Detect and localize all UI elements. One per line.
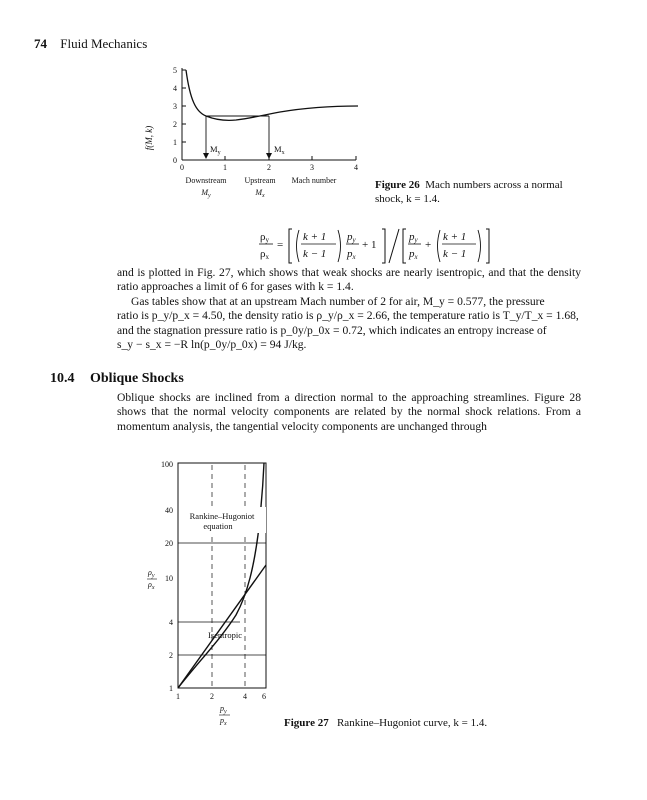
fig27-y-ticks	[161, 460, 173, 693]
paragraph-oblique-shocks: Oblique shocks are inclined from a direction normal to the approaching streamlines. Figure 28 shows that the normal velocity components are related by the normal shock relations. From a momentum analysis, the tangential velocity components are unchanged through	[117, 391, 581, 433]
eq-k-plus-1-a: k + 1	[303, 231, 327, 243]
fig27-isentropic-label: Isentropic	[208, 630, 242, 640]
eq-p-y-b: py	[409, 231, 418, 244]
fig26-xtick-3: 3	[310, 163, 314, 172]
eq-equals: =	[277, 239, 284, 251]
section-number: 10.4	[50, 371, 75, 386]
fig27-isentropic-line	[178, 565, 266, 688]
fig27-xlabel-den: $p_x$	[220, 716, 227, 727]
fig26-ytick-5: 5	[173, 66, 177, 75]
fig27-xlabel-num: $p_y$	[220, 704, 227, 715]
figure-27-label: Figure 27	[284, 717, 329, 729]
fig26-xtick-1: 1	[223, 163, 227, 172]
fig26-ytick-3: 3	[173, 102, 177, 111]
section-title: Oblique Shocks	[90, 371, 184, 386]
fig26-xtick-2: 2	[267, 163, 271, 172]
fig26-xtick-0: 0	[180, 163, 184, 172]
eq-divide	[389, 229, 399, 263]
fig27-ylabel-num: $\rho_y$	[148, 568, 155, 579]
gas-tables-line-4: s_y − s_x = −R ln(p_0y/p_0x) = 94 J/kg.	[117, 337, 307, 351]
book-title: Fluid Mechanics	[60, 36, 148, 51]
fig27-ytick-1: 1	[169, 684, 173, 693]
fig26-label-my: $M_y$	[210, 144, 221, 156]
figure-26-label: Figure 26	[375, 179, 420, 191]
gas-tables-line-3: and the stagnation pressure ratio is p_0y/p_0x = 0.72, which indicates an entropy increase of	[117, 323, 547, 337]
fig27-ylabel-den: $\rho_x$	[148, 580, 155, 591]
paragraph-gas-tables	[117, 295, 581, 352]
fig27-rankine-hugoniot-curve	[178, 463, 264, 688]
fig27-xtick-6: 6	[262, 692, 266, 701]
figure-27-plot	[140, 455, 280, 730]
fig27-xtick-1: 1	[176, 692, 180, 701]
figure-26-caption-text: Mach numbers across a normal shock, k = 1.4.	[375, 179, 563, 205]
gas-tables-line-2: ratio is p_y/p_x = 4.50, the density ratio is ρ_y/ρ_x = 2.66, the temperature ratio is T_y/T_x = 1.68,	[117, 309, 579, 323]
fig27-xtick-2: 2	[210, 692, 214, 701]
paragraph-fig27-intro: and is plotted in Fig. 27, which shows that weak shocks are nearly isentropic, and that the density ratio approaches a limit of 6 for gases with k = 1.4.	[117, 266, 581, 294]
section-heading	[50, 371, 184, 387]
fig26-downstream: Downstream	[185, 176, 227, 185]
gas-tables-line-1: Gas tables show that at an upstream Mach number of 2 for air, M_y = 0.577, the pressure	[131, 295, 545, 308]
fig26-ytick-2: 2	[173, 120, 177, 129]
eq-p-x-b: px	[409, 248, 418, 261]
fig26-xtick-4: 4	[354, 163, 358, 172]
eq-plus-one: + 1	[362, 239, 377, 251]
fig27-curve-label-1: Rankine–Hugoniot	[189, 511, 255, 521]
fig26-upstream: Upstream	[244, 176, 276, 185]
page-number: 74	[34, 36, 47, 51]
fig26-y-ticks	[173, 66, 186, 165]
fig26-label-mx: $M_x$	[274, 144, 285, 156]
eq-k-minus-1-a: k − 1	[303, 248, 327, 260]
fig27-ytick-20: 20	[165, 539, 173, 548]
fig26-ytick-0: 0	[173, 156, 177, 165]
fig27-ytick-10: 10	[165, 574, 173, 583]
figure-26-caption	[375, 178, 590, 206]
fig27-ytick-40: 40	[165, 506, 173, 515]
running-header	[34, 36, 147, 52]
fig27-ytick-2: 2	[169, 651, 173, 660]
fig27-frame	[178, 463, 266, 688]
fig27-curve-label-2: equation	[203, 521, 233, 531]
fig27-ytick-100: 100	[161, 460, 173, 469]
figure-27-caption	[284, 716, 584, 730]
figure-27-caption-text: Rankine–Hugoniot curve, k = 1.4.	[336, 717, 488, 729]
fig27-x-ticks	[176, 692, 266, 701]
eq-k-plus-1-b: k + 1	[443, 231, 467, 243]
fig26-downstream-sym: $M_y$	[201, 188, 211, 199]
eq-plus: +	[425, 239, 432, 251]
eq-p-y-a: py	[347, 231, 356, 244]
eq-rho-y: ρy	[260, 231, 269, 244]
fig27-ytick-4: 4	[169, 618, 173, 627]
density-ratio-equation	[258, 226, 498, 266]
fig27-xtick-4: 4	[243, 692, 247, 701]
figure-26-plot	[140, 60, 370, 210]
fig26-curve	[186, 70, 358, 120]
fig26-ytick-1: 1	[173, 138, 177, 147]
fig26-ytick-4: 4	[173, 84, 177, 93]
eq-k-minus-1-b: k − 1	[443, 248, 467, 260]
fig26-upstream-sym: $M_x$	[255, 188, 265, 199]
fig26-mach-number: Mach number	[291, 176, 337, 185]
fig26-ylabel: f(M, k)	[144, 125, 154, 151]
eq-rho-x: ρx	[260, 248, 269, 261]
eq-p-x-a: px	[347, 248, 356, 261]
